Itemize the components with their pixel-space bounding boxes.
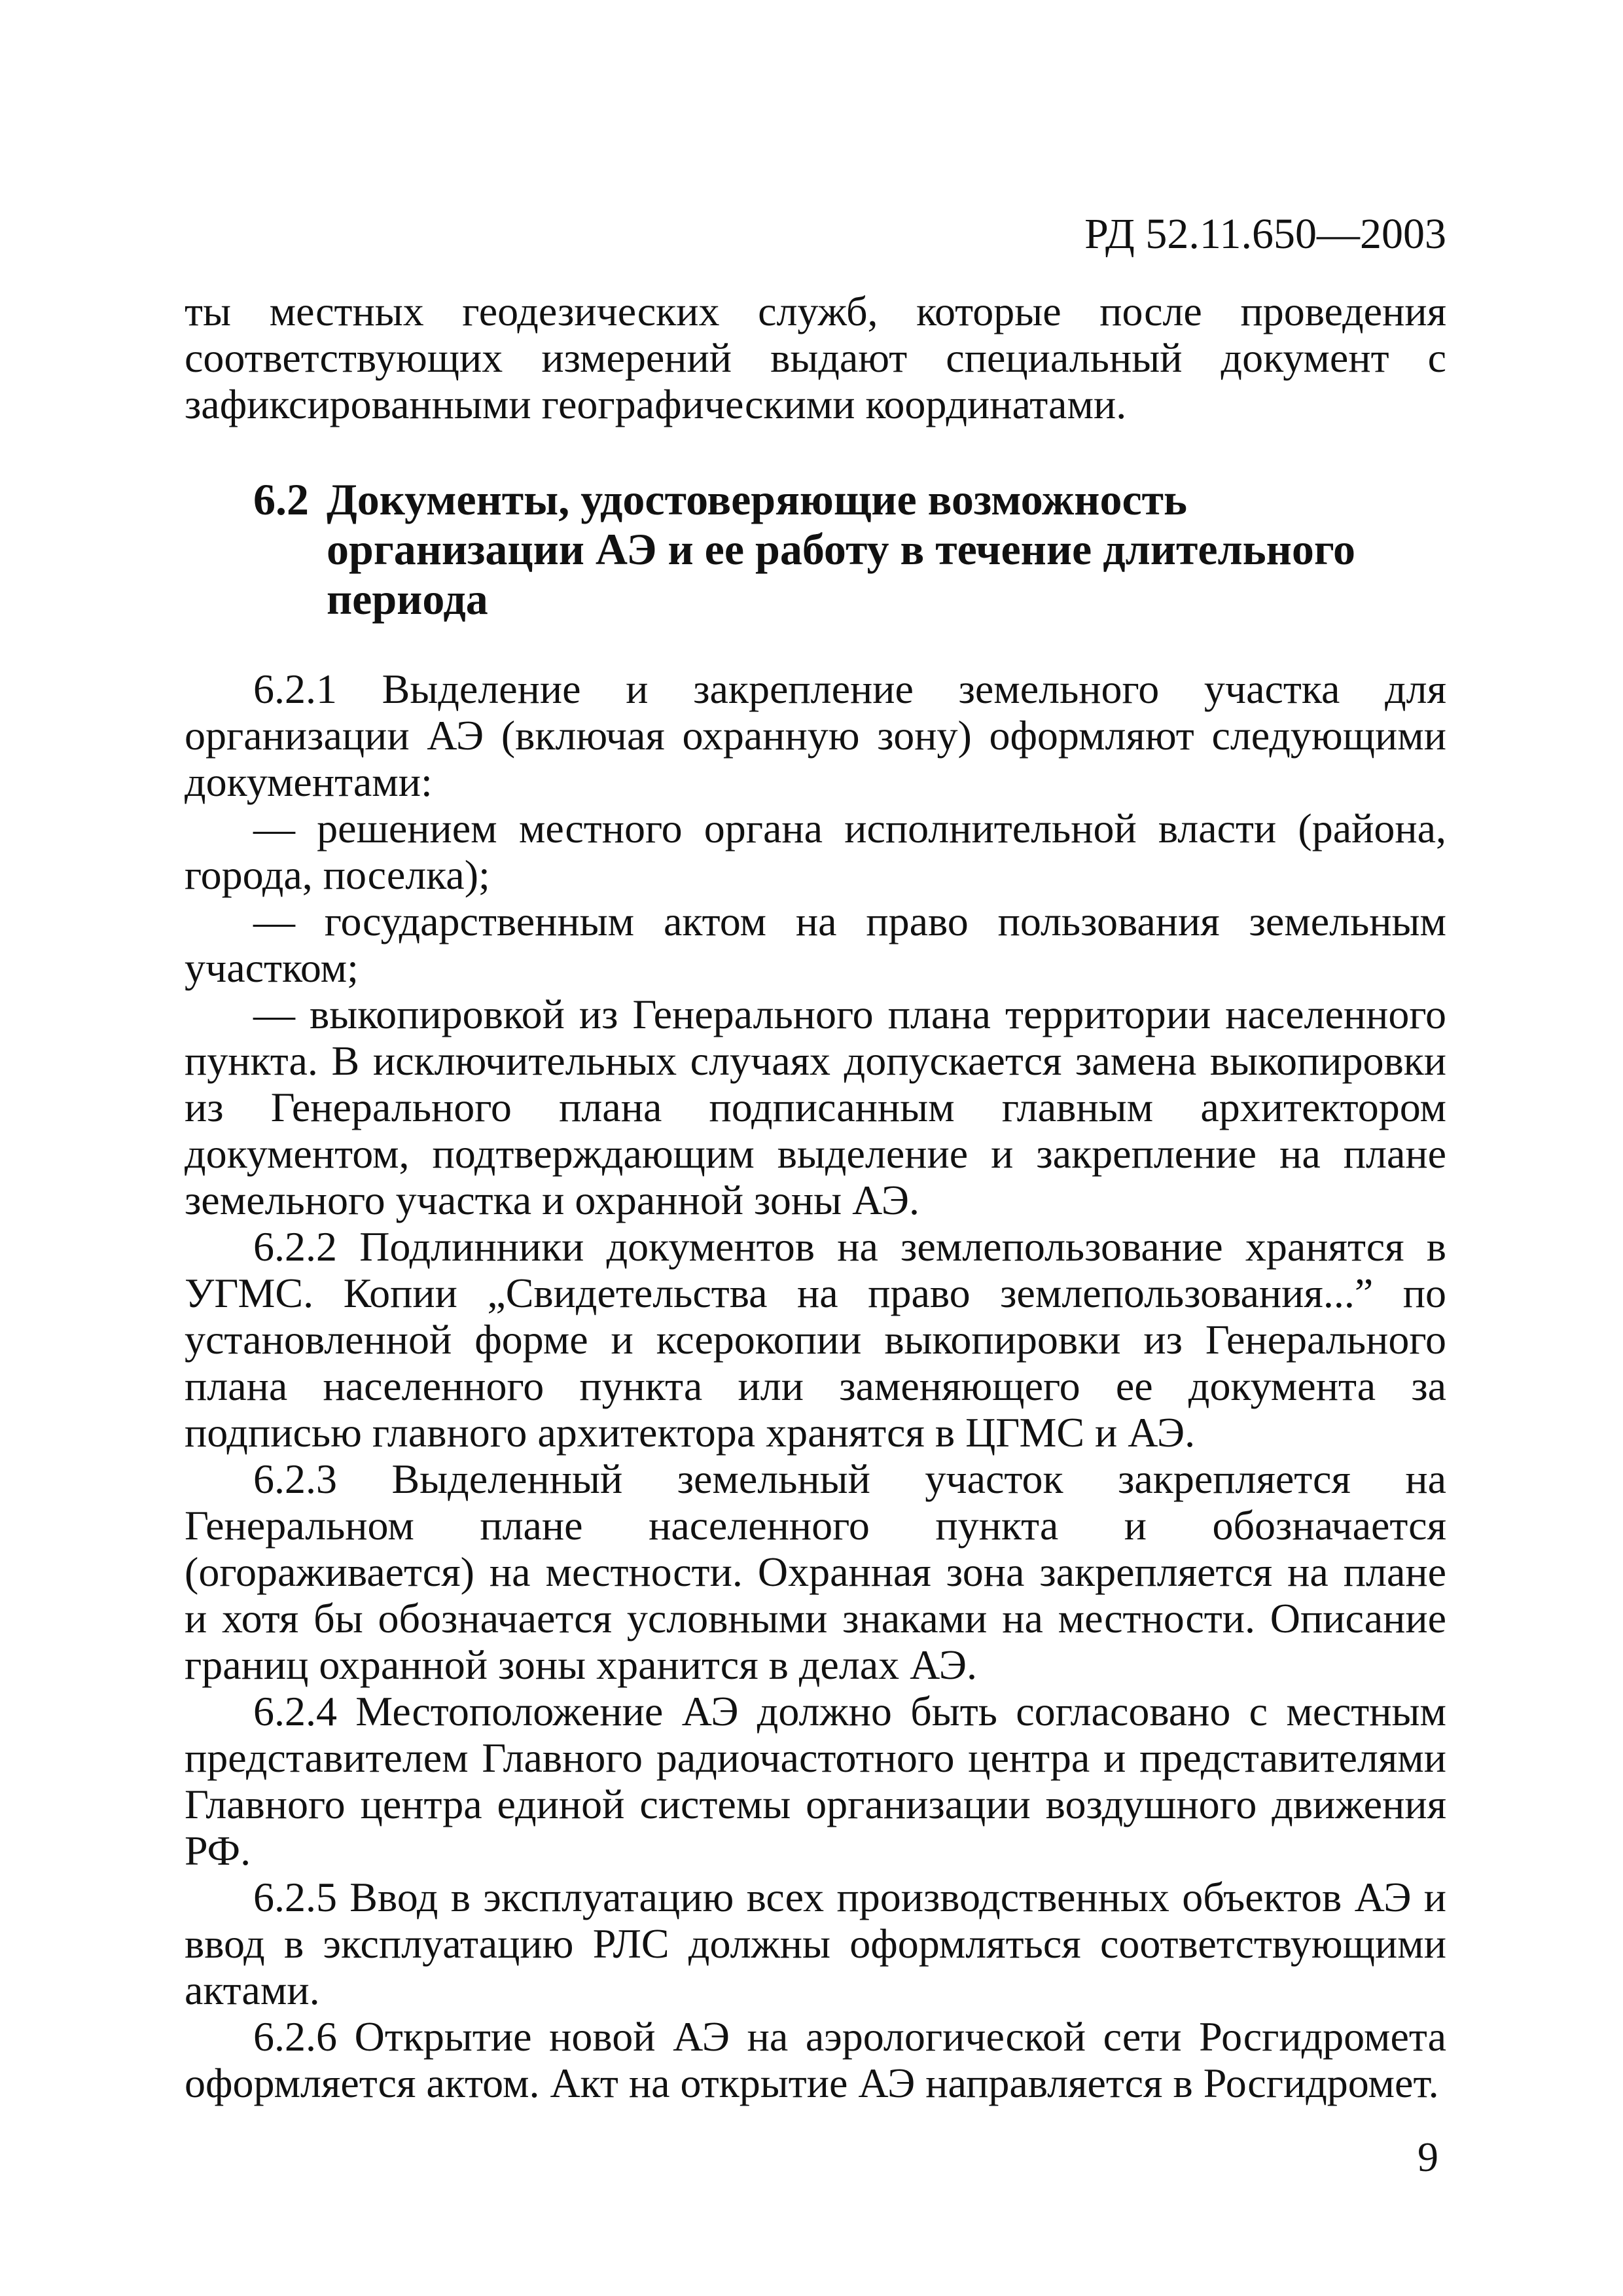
- document-code-header: РД 52.11.650—2003: [1084, 210, 1446, 258]
- paragraph-6-2-3: 6.2.3 Выделенный земельный участок закрепляется на Генеральном плане населенного пункта и обозначается (огораживается) на местности. Охранная зона закрепляется на плане и хотя бы обозначается условными знаками на местности. Описание границ охранной зоны хранится в делах АЭ.: [185, 1456, 1446, 1688]
- paragraph-6-2-6: 6.2.6 Открытие новой АЭ на аэрологической сети Росгидромета оформляется актом. Акт на открытие АЭ направляется в Росгидромет.: [185, 2013, 1446, 2106]
- page-content: [185, 288, 1446, 2106]
- page-number: 9: [1418, 2134, 1438, 2180]
- section-number: 6.2: [253, 475, 309, 524]
- list-item-decision: — решением местного органа исполнительной власти (района, города, поселка);: [185, 805, 1446, 898]
- list-item-state-act: — государственным актом на право пользования земельным участком;: [185, 898, 1446, 991]
- paragraph-6-2-4: 6.2.4 Местоположение АЭ должно быть согласовано с местным представителем Главного радиочастотного центра и представителями Главного центра единой системы организации воздушного движения РФ.: [185, 1688, 1446, 1874]
- list-item-plan-extract: — выкопировкой из Генерального плана территории населенного пункта. В исключительных случаях допускается замена выкопировки из Генерального плана подписанным главным архитектором документом, подтверждающим выделение и закрепление на плане земельного участка и охранной зоны АЭ.: [185, 991, 1446, 1223]
- section-title: Документы, удостоверяющие возможность организации АЭ и ее работу в течение длительного периода: [327, 475, 1356, 624]
- paragraph-6-2-1: 6.2.1 Выделение и закрепление земельного участка для организации АЭ (включая охранную зону) оформляют следующими документами:: [185, 666, 1446, 805]
- intro-paragraph: ты местных геодезических служб, которые после проведения соответствующих измерений выдают специальный документ с зафиксированными географическими координатами.: [185, 288, 1446, 427]
- paragraph-6-2-5: 6.2.5 Ввод в эксплуатацию всех производственных объектов АЭ и ввод в эксплуатацию РЛС должны оформляться соответствующими актами.: [185, 1874, 1446, 2013]
- section-heading: [185, 475, 1446, 624]
- paragraph-6-2-2: 6.2.2 Подлинники документов на землепользование хранятся в УГМС. Копии „Свидетельства на право землепользования...” по установленной форме и ксерокопии выкопировки из Генерального плана населенного пункта или заменяющего ее документа за подписью главного архитектора хранятся в ЦГМС и АЭ.: [185, 1223, 1446, 1456]
